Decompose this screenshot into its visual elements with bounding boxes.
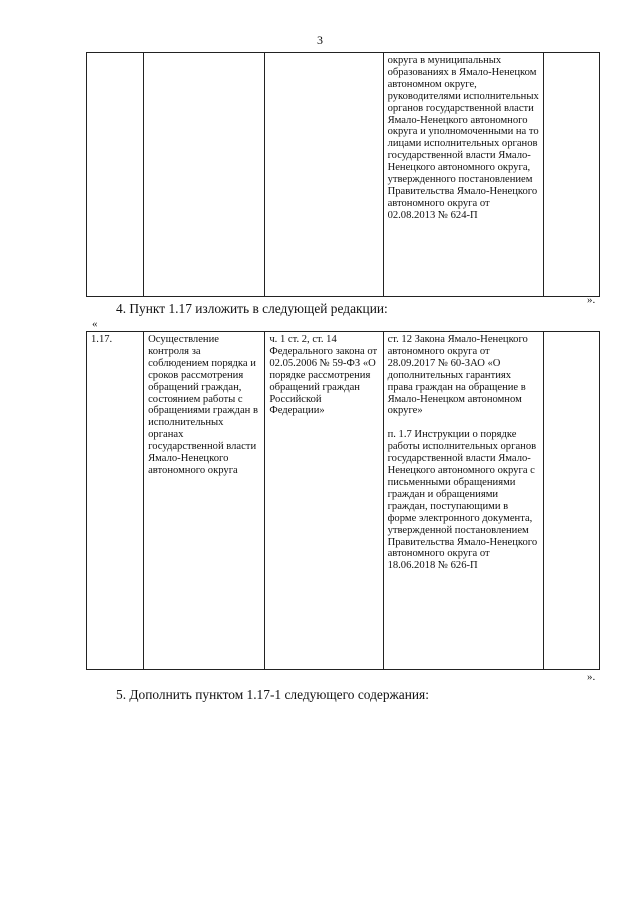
opening-quote: «: [92, 318, 98, 330]
instruction-reference: п. 1.7 Инструкции о порядке работы исполнительных органов государственной власти Ямало-Ненецкого автономного округа с письменными обращениями граждан и обращениями граждан, поступающими в форме электронного документа, утвержденной постановлением Правительства Ямало-Ненецкого автономного округа от 18.06.2018 № 626-П: [387, 429, 538, 572]
functions-table-item-1-17: [86, 331, 600, 670]
cell-function: Осуществление контроля за соблюдением порядка и сроков рассмотрения обращений граждан, состоянием работы с обращениями граждан в исполнительных органах государственной власти Ямало-Ненецкого автономного округа: [144, 332, 265, 670]
cell-note: [543, 332, 599, 670]
page-number: 3: [317, 33, 323, 47]
table-row: [87, 53, 600, 297]
cell-federal-basis: ч. 1 ст. 2, ст. 14 Федерального закона от 02.05.2006 № 59-ФЗ «О порядке рассмотрения обращений граждан Российской Федерации»: [265, 332, 383, 670]
cell-regional-basis: [383, 332, 543, 670]
cell-regional-basis: округа в муниципальных образованиях в Ямало-Ненецком автономном округе, руководителями исполнительных органов государственной власти Ямало-Ненецкого автономного округа и уполномоченными на то лицами исполнительных органов государственной власти Ямало-Ненецкого автономного округа, утвержденного постановлением Правительства Ямало-Ненецкого автономного округа от 02.08.2013 № 624-П: [383, 53, 543, 297]
paragraph-5: 5. Дополнить пунктом 1.17-1 следующего содержания:: [116, 687, 429, 702]
cell-federal-basis: [265, 53, 383, 297]
closing-quote: ».: [587, 671, 596, 683]
paragraph-4: 4. Пункт 1.17 изложить в следующей редакции:: [116, 301, 388, 316]
functions-table-continuation: [86, 52, 600, 297]
table-row: [87, 332, 600, 670]
cell-number: [87, 53, 144, 297]
cell-function: [144, 53, 265, 297]
regional-law-reference: ст. 12 Закона Ямало-Ненецкого автономного округа от 28.09.2017 № 60-ЗАО «О дополнительных гарантиях права граждан на обращение в Ямало-Ненецком автономном округе»: [387, 334, 528, 417]
cell-number: 1.17.: [87, 332, 144, 670]
closing-quote: ».: [587, 294, 596, 306]
cell-note: [543, 53, 599, 297]
